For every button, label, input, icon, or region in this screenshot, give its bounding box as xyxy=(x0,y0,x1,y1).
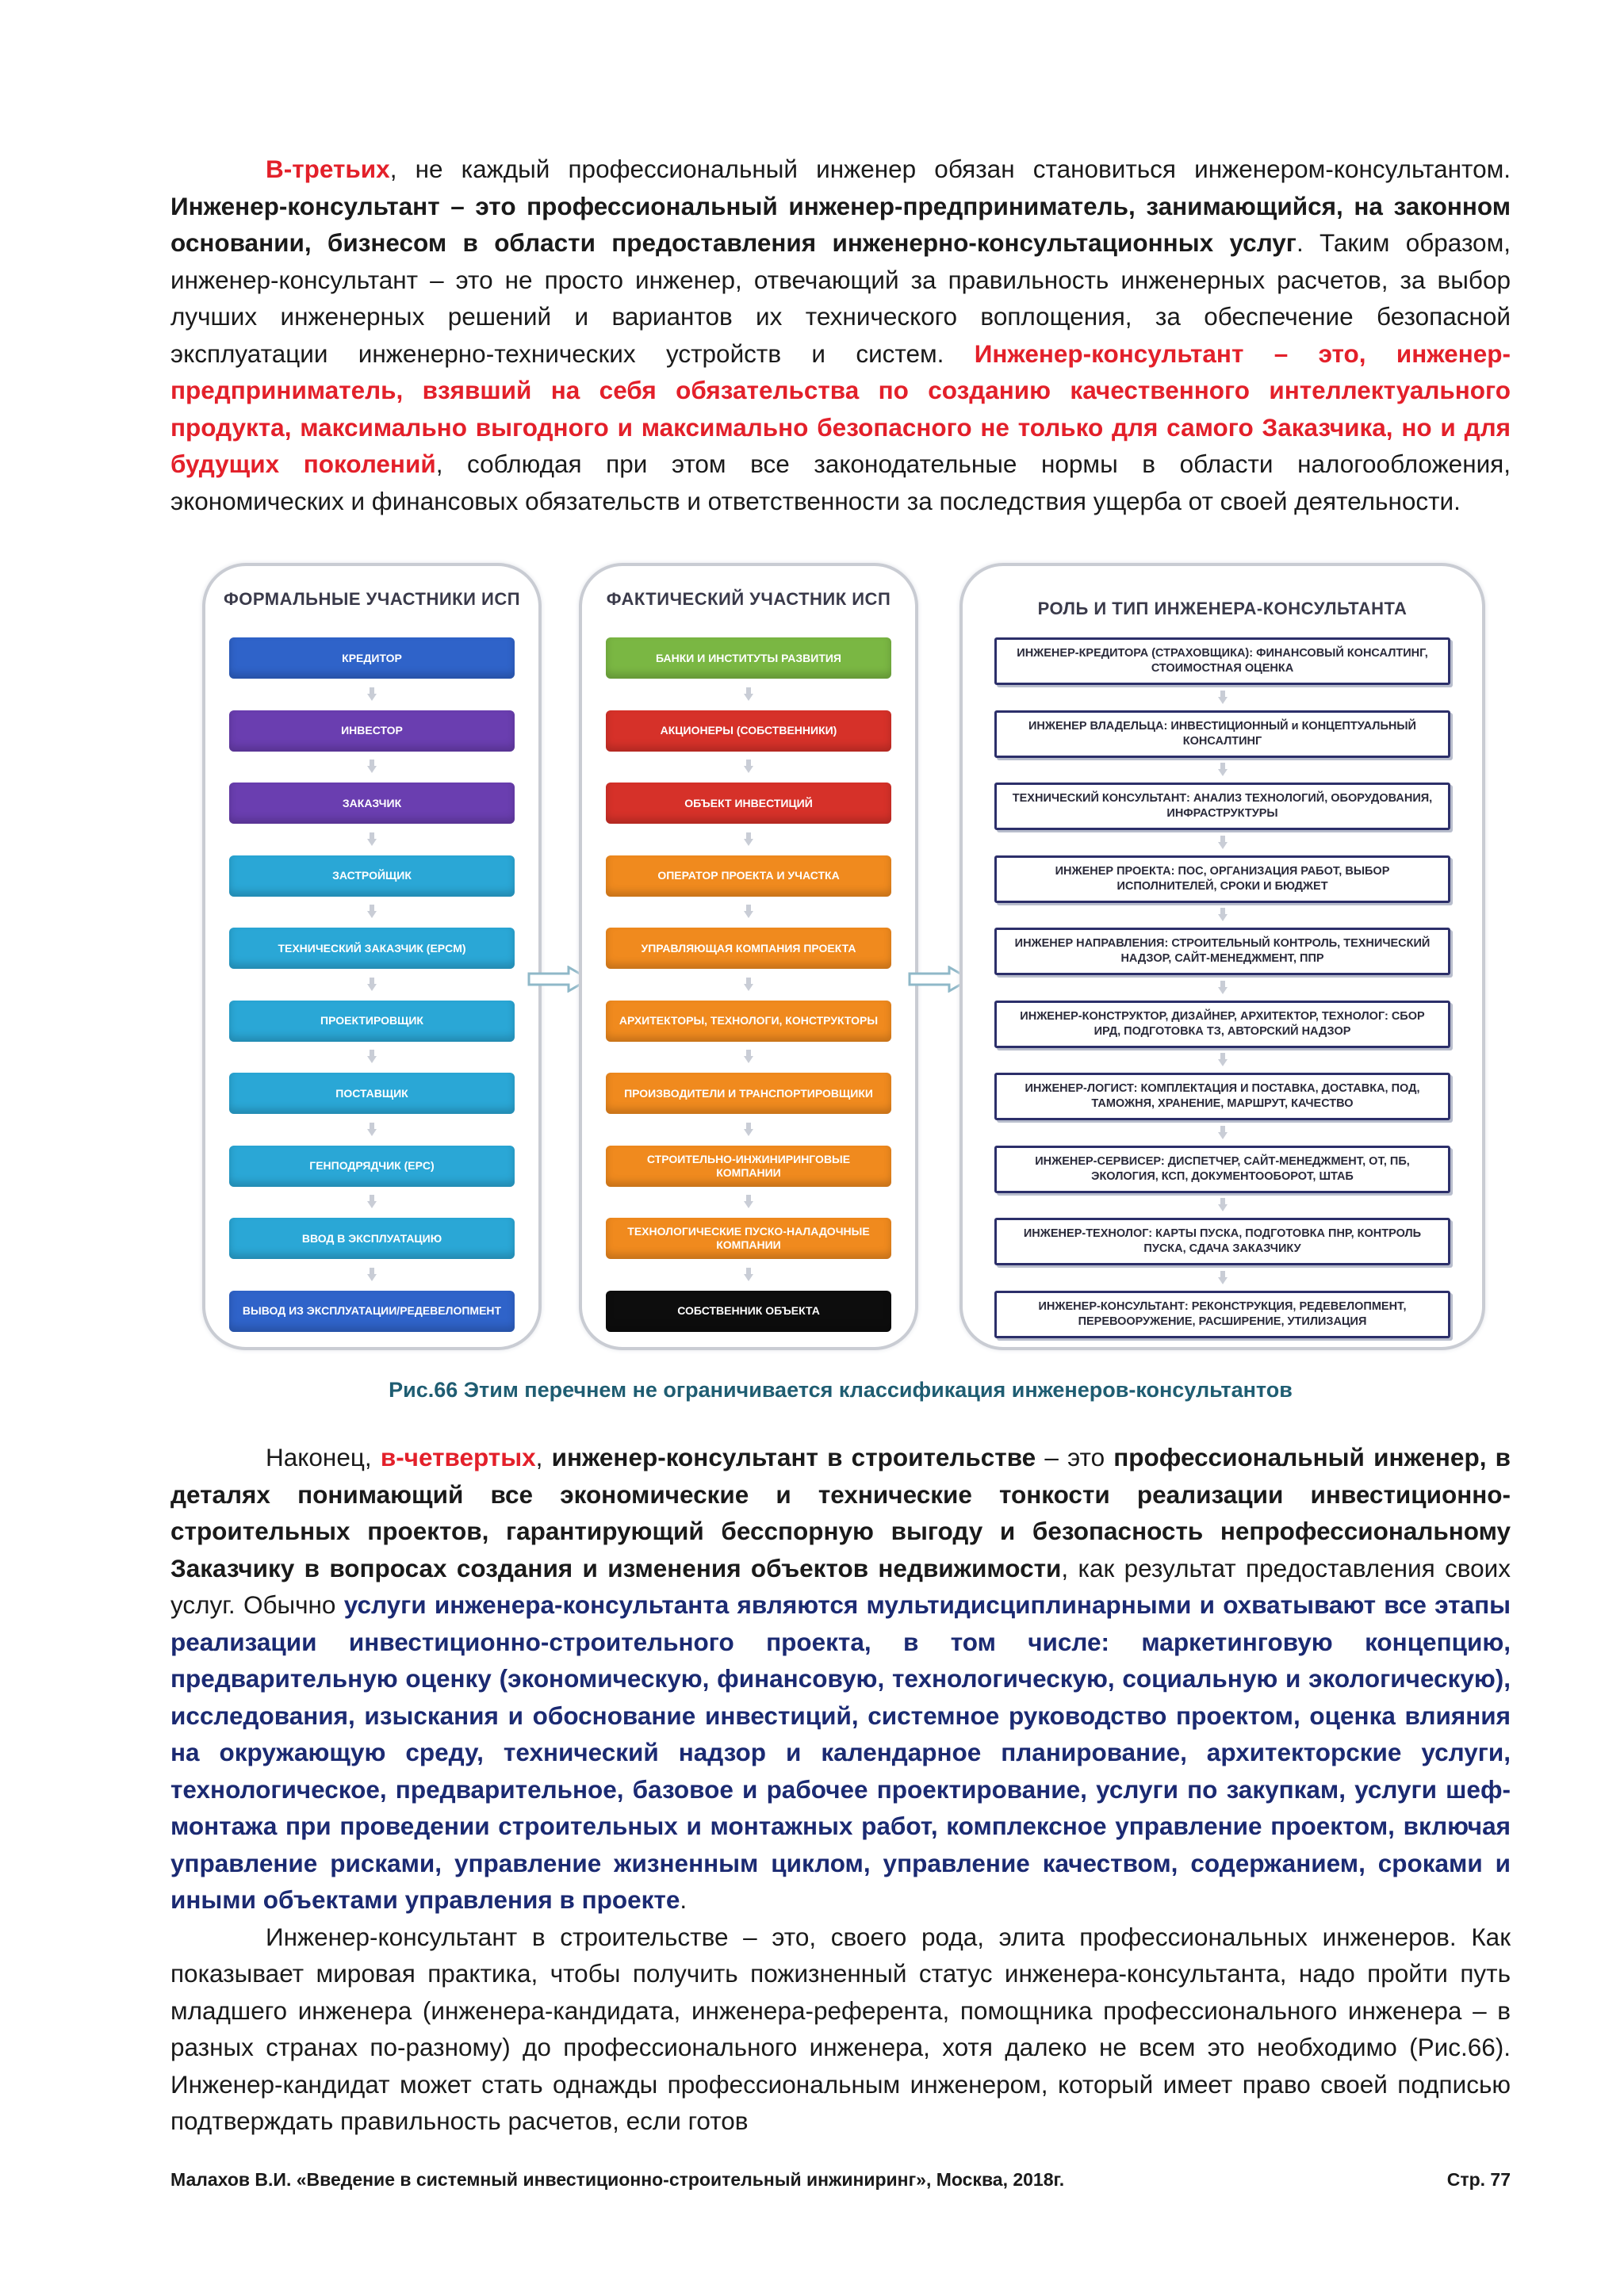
text-run: , xyxy=(535,1443,552,1471)
participant-box: ПРОЕКТИРОВЩИК xyxy=(229,1001,515,1042)
down-arrow-icon xyxy=(744,1050,753,1064)
participant-box: КРЕДИТОР xyxy=(229,637,515,679)
down-arrow-icon xyxy=(1218,908,1228,922)
participant-box: ТЕХНИЧЕСКИЙ ЗАКАЗЧИК (EPCM) xyxy=(229,928,515,969)
panel-formal-participants xyxy=(202,563,542,1350)
down-arrow-icon xyxy=(367,1195,377,1209)
text-run: инженер-консультант в строительстве xyxy=(551,1443,1036,1471)
text-run: . xyxy=(680,1885,688,1914)
text-run: , как результат предоставления своих услуг. Обычно xyxy=(170,1553,1511,1619)
panel-title: ФАКТИЧЕСКИЙ УЧАСТНИК ИСП xyxy=(606,589,891,609)
text-run: в-четвертых xyxy=(380,1443,536,1471)
participant-box: ОБЪЕКТ ИНВЕСТИЦИЙ xyxy=(606,783,891,824)
down-arrow-icon xyxy=(1218,1126,1228,1140)
role-box: ИНЖЕНЕР-КОНСУЛЬТАНТ: РЕКОНСТРУКЦИЯ, РЕДЕВЕЛОПМЕНТ, ПЕРЕВООРУЖЕНИЕ, РАСШИРЕНИЕ, УТИЛИЗАЦИЯ xyxy=(994,1291,1450,1338)
page-footer xyxy=(170,2169,1511,2191)
participant-box: ОПЕРАТОР ПРОЕКТА И УЧАСТКА xyxy=(606,855,891,897)
down-arrow-icon xyxy=(744,978,753,992)
role-box: ТЕХНИЧЕСКИЙ КОНСУЛЬТАНТ: АНАЛИЗ ТЕХНОЛОГИЙ, ОБОРУДОВАНИЯ, ИНФРАСТРУКТУРЫ xyxy=(994,783,1450,830)
text-run: , не каждый профессиональный инженер обязан становиться инженером-консультантом. xyxy=(389,155,1511,183)
down-arrow-icon xyxy=(367,905,377,919)
participant-box: УПРАВЛЯЮЩАЯ КОМПАНИЯ ПРОЕКТА xyxy=(606,928,891,969)
down-arrow-icon xyxy=(1218,1053,1228,1067)
role-box: ИНЖЕНЕР-КОНСТРУКТОР, ДИЗАЙНЕР, АРХИТЕКТОР, ТЕХНОЛОГ: СБОР ИРД, ПОДГОТОВКА ТЗ, АВТОРСКИЙ НАДЗОР xyxy=(994,1001,1450,1048)
down-arrow-icon xyxy=(744,687,753,702)
text-run: услуги инженера-консультанта являются мультидисциплинарными и охватывают все этапы реализации инвестиционно-строительного проекта, в том числе: маркетинговую концепцию, предварительную оценку (экономическую, финансовую, технологическую, социальную и экологическую), исследования, изыскания и обоснование инвестиций, системное руководство проектом, оценка влияния на окружающую среду, технический надзор и календарное планирование, архитекторские услуги, технологическое, предварительное, базовое и рабочее проектирование, услуги по закупкам, услуги шеф-монтажа при проведении строительных и монтажных работ, комплексное управление проектом, включая управление рисками, управление жизненным циклом, управление качеством, содержанием, сроками и иными объектами управления в проекте xyxy=(170,1590,1511,1914)
paragraph-2 xyxy=(170,1439,1511,1919)
text-run: . Таким образом, инженер-консультант – это не просто инженер, отвечающий за правильность инженерных расчетов, за выбор лучших инженерных решений и вариантов их технического воплощения, за обеспечение безопасной эксплуатации инженерно-технических устройств и систем. xyxy=(170,228,1511,368)
down-arrow-icon xyxy=(744,905,753,919)
down-arrow-icon xyxy=(744,1268,753,1282)
text-run: Инженер-консультант – это, инженер-предприниматель, взявший на себя обязательства по созданию качественного интеллектуального продукта, максимально выгодного и максимально безопасного не только для самого Заказчика, но и для будущих поколений xyxy=(170,339,1511,478)
text-run: профессиональный инженер, в деталях понимающий все экономические и технические тонкости реализации инвестиционно-строительных проектов, гарантирующий бесспорную выгоду и безопасность непрофессиональному Заказчику в вопросах создания и изменения объектов недвижимости xyxy=(170,1443,1511,1582)
participant-box: СТРОИТЕЛЬНО-ИНЖИНИРИНГОВЫЕ КОМПАНИИ xyxy=(606,1146,891,1187)
text-run: – это xyxy=(1036,1443,1114,1471)
role-box: ИНЖЕНЕР-КРЕДИТОРА (СТРАХОВЩИКА): ФИНАНСОВЫЙ КОНСАЛТИНГ, СТОИМОСТНАЯ ОЦЕНКА xyxy=(994,637,1450,685)
down-arrow-icon xyxy=(367,1050,377,1064)
panel-actual-participant xyxy=(579,563,918,1350)
down-arrow-icon xyxy=(744,1195,753,1209)
participant-box: ПРОИЗВОДИТЕЛИ И ТРАНСПОРТИРОВЩИКИ xyxy=(606,1073,891,1114)
text-run: , соблюдая при этом все законодательные нормы в области налогообложения, экономических и финансовых обязательств и ответственности за последствия ущерба от своей деятельности. xyxy=(170,450,1511,515)
down-arrow-icon xyxy=(1218,981,1228,995)
role-box: ИНЖЕНЕР ПРОЕКТА: ПОС, ОРГАНИЗАЦИЯ РАБОТ, ВЫБОР ИСПОЛНИТЕЛЕЙ, СРОКИ И БЮДЖЕТ xyxy=(994,855,1450,903)
text-run: В-третьих xyxy=(266,155,390,183)
participant-box: ВЫВОД ИЗ ЭКСПЛУАТАЦИИ/РЕДЕВЕЛОПМЕНТ xyxy=(229,1291,515,1332)
figure-66 xyxy=(202,563,1479,1356)
role-box: ИНЖЕНЕР-СЕРВИСЕР: ДИСПЕТЧЕР, САЙТ-МЕНЕДЖМЕНТ, ОТ, ПБ, ЭКОЛОГИЯ, КСП, ДОКУМЕНТООБОРОТ, ШТАБ xyxy=(994,1146,1450,1193)
down-arrow-icon xyxy=(744,760,753,774)
down-arrow-icon xyxy=(367,832,377,847)
down-arrow-icon xyxy=(367,978,377,992)
participant-box: БАНКИ И ИНСТИТУТЫ РАЗВИТИЯ xyxy=(606,637,891,679)
down-arrow-icon xyxy=(744,832,753,847)
down-arrow-icon xyxy=(1218,836,1228,850)
paragraph-1 xyxy=(170,151,1511,519)
participant-box: АРХИТЕКТОРЫ, ТЕХНОЛОГИ, КОНСТРУКТОРЫ xyxy=(606,1001,891,1042)
role-box: ИНЖЕНЕР-ТЕХНОЛОГ: КАРТЫ ПУСКА, ПОДГОТОВКА ПНР, КОНТРОЛЬ ПУСКА, СДАЧА ЗАКАЗЧИКУ xyxy=(994,1218,1450,1265)
participant-box: АКЦИОНЕРЫ (СОБСТВЕННИКИ) xyxy=(606,710,891,752)
text-run: Инженер-консультант – это профессиональный инженер-предприниматель, занимающийся, на законном основании, бизнесом в области предоставления инженерно-консультационных услуг xyxy=(170,191,1511,257)
participant-box: ПОСТАВЩИК xyxy=(229,1073,515,1114)
participant-box: ТЕХНОЛОГИЧЕСКИЕ ПУСКО-НАЛАДОЧНЫЕ КОМПАНИИ xyxy=(606,1218,891,1259)
panel-title: ФОРМАЛЬНЫЕ УЧАСТНИКИ ИСП xyxy=(223,589,521,609)
participant-box: ИНВЕСТОР xyxy=(229,710,515,752)
down-arrow-icon xyxy=(367,1123,377,1137)
body-text-bottom xyxy=(170,1439,1511,2140)
down-arrow-icon xyxy=(1218,763,1228,777)
down-arrow-icon xyxy=(1218,1198,1228,1212)
paragraph-3: Инженер-консультант в строительстве – это, своего рода, элита профессиональных инженеров. Как показывает мировая практика, чтобы получить пожизненный статус инженера-консультанта, надо пройти путь младшего инженера (инженера-кандидата, инженера-референта, помощника профессионального инженера – в разных странах по-разному) до профессионального инженера, хотя далеко не всем это необходимо (Рис.66). Инженер-кандидат может стать однажды профессиональным инженером, который имеет право своей подписью подтверждать правильность расчетов, если готов xyxy=(170,1922,1511,2135)
participant-box: ГЕНПОДРЯДЧИК (EPC) xyxy=(229,1146,515,1187)
panel-title: РОЛЬ И ТИП ИНЖЕНЕРА-КОНСУЛЬТАНТА xyxy=(1037,599,1408,618)
down-arrow-icon xyxy=(367,760,377,774)
page-number: Стр. 77 xyxy=(1446,2169,1511,2190)
participant-box: СОБСТВЕННИК ОБЪЕКТА xyxy=(606,1291,891,1332)
role-box: ИНЖЕНЕР ВЛАДЕЛЬЦА: ИНВЕСТИЦИОННЫЙ и КОНЦЕПТУАЛЬНЫЙ КОНСАЛТИНГ xyxy=(994,710,1450,758)
participant-box: ЗАКАЗЧИК xyxy=(229,783,515,824)
down-arrow-icon xyxy=(367,687,377,702)
down-arrow-icon xyxy=(1218,691,1228,705)
participant-box: ВВОД В ЭКСПЛУАТАЦИЮ xyxy=(229,1218,515,1259)
down-arrow-icon xyxy=(744,1123,753,1137)
figure-caption: Рис.66 Этим перечнем не ограничивается классификация инженеров-консультантов xyxy=(389,1378,1293,1402)
role-box: ИНЖЕНЕР НАПРАВЛЕНИЯ: СТРОИТЕЛЬНЫЙ КОНТРОЛЬ, ТЕХНИЧЕСКИЙ НАДЗОР, САЙТ-МЕНЕДЖМЕНТ, ППР xyxy=(994,928,1450,975)
panel-engineer-roles xyxy=(959,563,1485,1350)
footer-citation: Малахов В.И. «Введение в системный инвестиционно-строительный инжиниринг», Москва, 2018г. xyxy=(170,2169,1065,2190)
down-arrow-icon xyxy=(1218,1271,1228,1285)
body-text-top xyxy=(170,151,1511,519)
text-run: Наконец, xyxy=(266,1443,381,1471)
participant-box: ЗАСТРОЙЩИК xyxy=(229,855,515,897)
role-box: ИНЖЕНЕР-ЛОГИСТ: КОМПЛЕКТАЦИЯ И ПОСТАВКА, ДОСТАВКА, ПОД, ТАМОЖНЯ, ХРАНЕНИЕ, МАРШРУТ, КАЧЕСТВО xyxy=(994,1073,1450,1120)
down-arrow-icon xyxy=(367,1268,377,1282)
